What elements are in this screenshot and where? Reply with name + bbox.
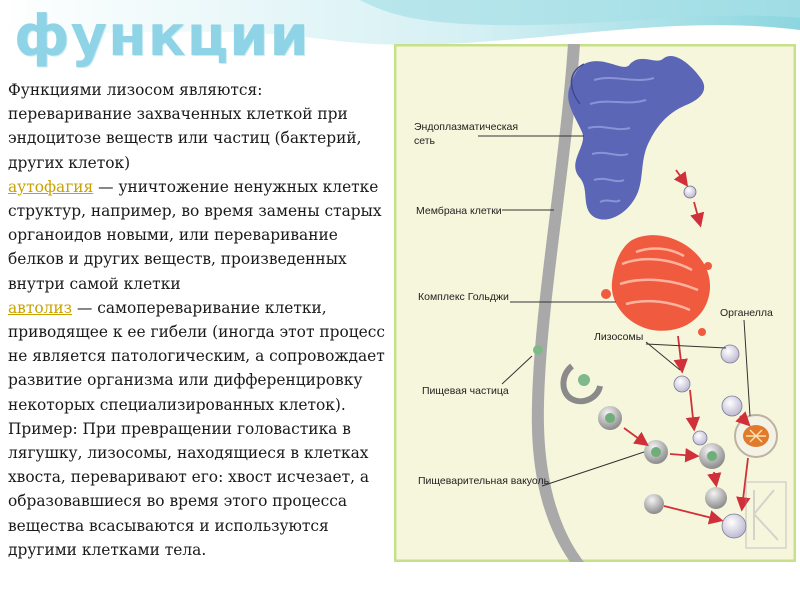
organelle (735, 415, 777, 457)
body-text (8, 78, 388, 562)
label-er-line1: Эндоплазматическая (414, 121, 519, 133)
label-digestive-vacuole: Пищеварительная вакуоль (418, 475, 550, 487)
label-er-line2: сеть (414, 135, 436, 147)
label-membrane: Мембрана клетки (416, 205, 502, 217)
text-autophagy: — уничтожение ненужных клетке структур, например, во время замены старых органоидов новыми, или переваривание белков и других веществ, произведенных внутри самой клетки (8, 177, 382, 293)
autophagy-link[interactable]: аутофагия (8, 177, 94, 196)
text-autolysis: — самопереваривание клетки, приводящее к ее гибели (иногда этот процесс не является патологическим, а сопровождает развитие организма или дифференцировку некоторых специализированных клеток). Пример: При превращении головастика в лягушку, лизосомы, находящиеся в клетках хвоста, переваривают его: хвост исчезает, а образовавшиеся во время этого процесса вещества всасываются и используются другими клетками тела. (8, 298, 385, 559)
transport-vesicle (684, 186, 696, 198)
autolysis-link[interactable]: автолиз (8, 298, 73, 317)
label-organelle: Органелла (720, 307, 773, 319)
paragraph (8, 78, 388, 562)
label-lysosomes: Лизосомы (594, 331, 644, 343)
text-intro: Функциями лизосом являются: переваривание захваченных клеткой при эндоцитозе веществ или частиц (бактерий, других клеток) (8, 81, 362, 172)
label-golgi: Комплекс Гольджи (418, 291, 509, 303)
lysosome-diagram (394, 44, 796, 562)
label-food-particle: Пищевая частица (422, 385, 509, 397)
slide-title: функции (14, 4, 310, 69)
diagram-svg (394, 44, 796, 562)
